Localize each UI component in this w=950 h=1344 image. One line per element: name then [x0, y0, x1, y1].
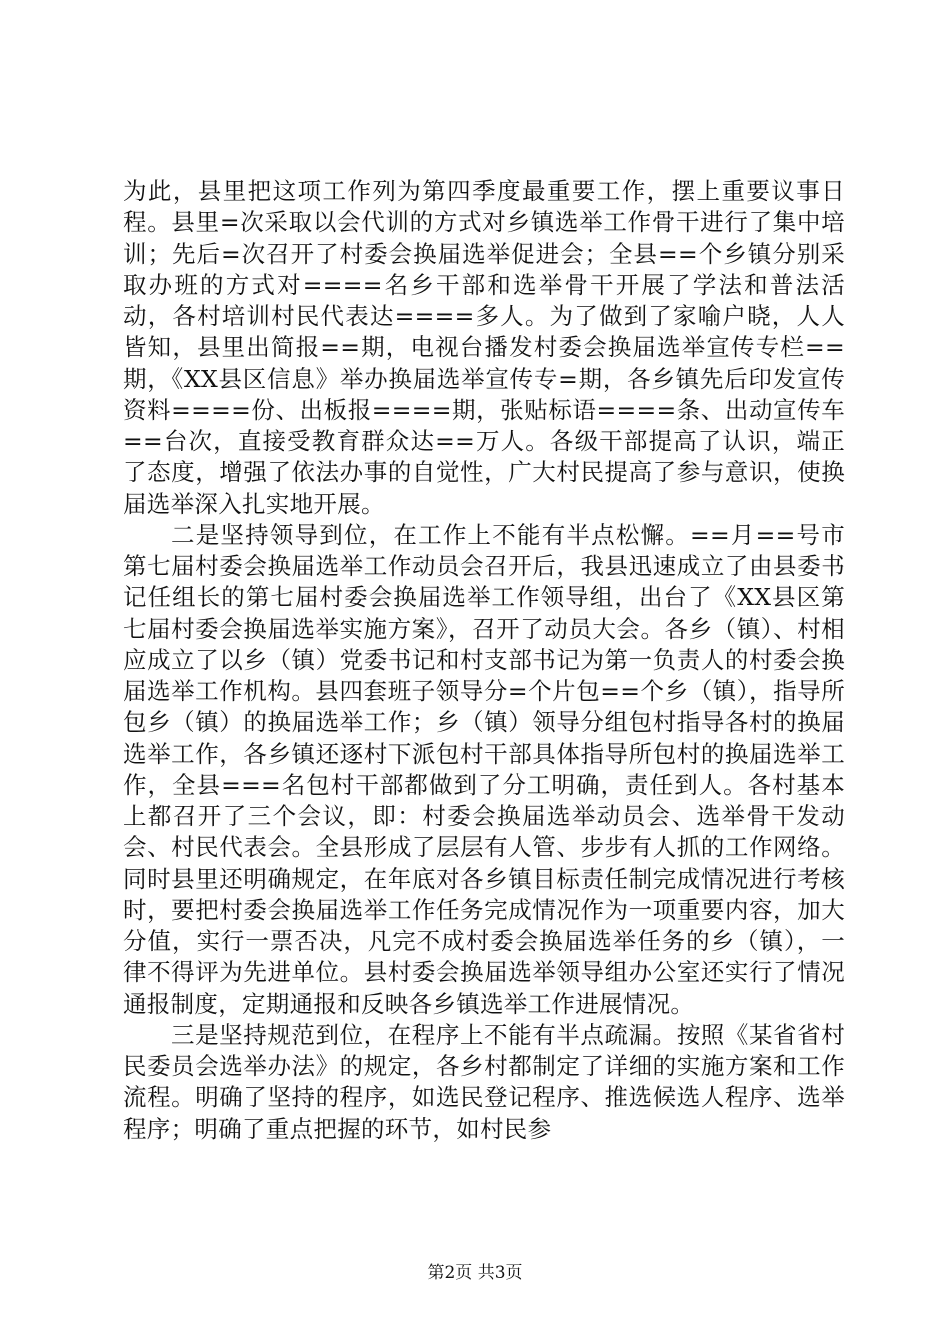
paragraph-leadership: 二是坚持领导到位，在工作上不能有半点松懈。==月==号市第七届村委会换届选举工作动员会召开后，我县迅速成立了由县委书记任组长的第七届村委会换届选举工作领导组，出台了《XX县区第七届村委会换届选举实施方案》，召开了动员大会。各乡（镇）、村相应成立了以乡（镇）党委书记和村支部书记为第一负责人的村委会换届选举工作机构。县四套班子领导分=个片包==个乡（镇），指导所包乡（镇）的换届选举工作；乡（镇）领导分组包村指导各村的换届选举工作，各乡镇还逐村下派包村干部具体指导所包村的换届选举工作，全县===名包村干部都做到了分工明确，责任到人。各村基本上都召开了三个会议，即：村委会换届选举动员会、选举骨干发动会、村民代表会。全县形成了层层有人管、步步有人抓的工作网络。同时县里还明确规定，在年底对各乡镇目标责任制完成情况进行考核时，要把村委会换届选举工作任务完成情况作为一项重要内容，加大分值，实行一票否决，凡完不成村委会换届选举任务的乡（镇），一律不得评为先进单位。县村委会换届选举领导组办公室还实行了情况通报制度，定期通报和反映各乡镇选举工作进展情况。: [123, 520, 845, 1018]
document-body: [123, 176, 845, 1145]
paragraph-procedure: 三是坚持规范到位，在程序上不能有半点疏漏。按照《某省省村民委员会选举办法》的规定，各乡村都制定了详细的实施方案和工作流程。明确了坚持的程序，如选民登记程序、推选候选人程序、选举程序；明确了重点把握的环节，如村民参: [123, 1020, 845, 1143]
page-footer: 第2页 共3页: [427, 1263, 523, 1283]
paragraph-continued: 为此，县里把这项工作列为第四季度最重要工作，摆上重要议事日程。县里=次采取以会代训的方式对乡镇选举工作骨干进行了集中培训；先后=次召开了村委会换届选举促进会；全县==个乡镇分别采取办班的方式对====名乡干部和选举骨干开展了学法和普法活动，各村培训村民代表达====多人。为了做到了家喻户晓，人人皆知，县里出简报==期，电视台播发村委会换届选举宣传专栏==期，《XX县区信息》举办换届选举宣传专=期，各乡镇先后印发宣传资料====份、出板报====期，张贴标语====条、出动宣传车==台次，直接受教育群众达==万人。各级干部提高了认识，端正了态度，增强了依法办事的自觉性，广大村民提高了参与意识，使换届选举深入扎实地开展。: [123, 177, 845, 518]
